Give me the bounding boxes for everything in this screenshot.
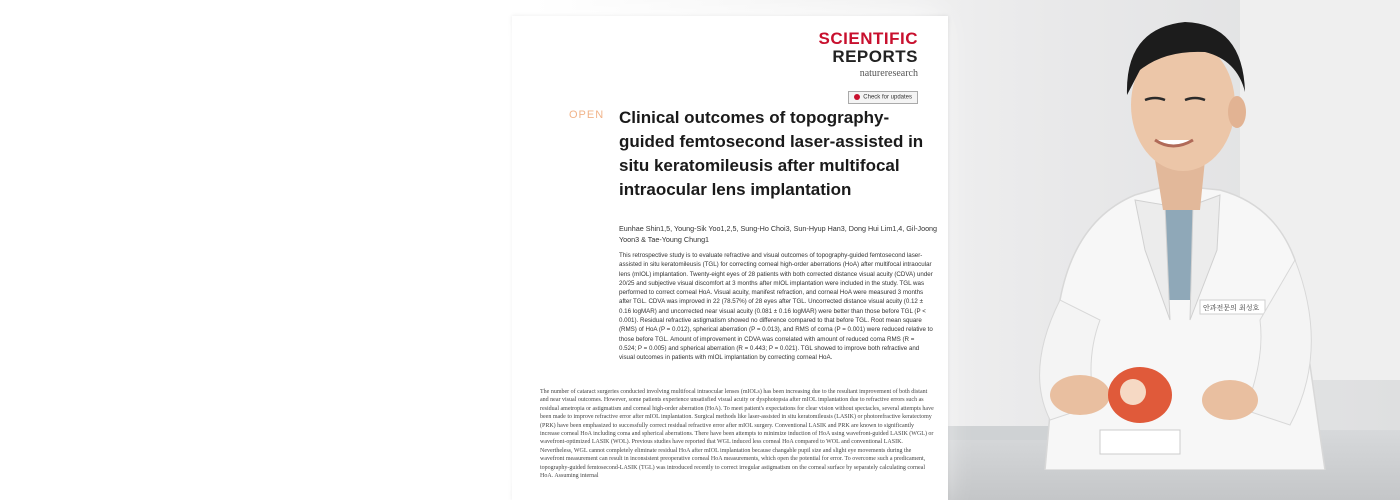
update-dot-icon bbox=[854, 94, 860, 100]
paper-title: Clinical outcomes of topography-guided femtosecond laser-assisted in situ keratomileusis after multifocal intraocular lens implantation bbox=[619, 108, 924, 199]
doctor-photo bbox=[1005, 0, 1335, 470]
journal-logo bbox=[819, 30, 918, 79]
journal-name-line2: REPORTS bbox=[832, 47, 918, 66]
check-updates-label: Check for updates bbox=[863, 94, 912, 101]
paper-introduction: The number of cataract surgeries conducted involving multifocal intraocular lenses (mIOLs) has been increasing due to the resultant improvement of both distant and near visual outcomes. However, some patients experience unsatisfied visual acuity or dysphotopsia after mIOL implantation due to refractive errors such as residual ametropia or astigmatism and corneal high-order aberration (HoA). To meet patient's expectations for clear vision without spectacles, several attempts have been made to improve refractive error after mIOL implantation. Surgical methods like laser-assisted in situ keratomileusis (LASIK) or photorefractive keratectomy (PRK) have been emphasized to successfully correct residual refractive error after mIOL surgery. Conventional LASIK and PRK are known to significantly increase corneal HoA including coma and spherical aberrations. There have been attempts to minimize induction of HoA using wavefront-guided LASIK (WGL) or wavefront-optimized LASIK (WOL). Previous studies have reported that WGL induced less corneal HoA compared to WOL and conventional LASIK. Nevertheless, WGL cannot completely eliminate residual HoA after mIOL implantation because changable pupil size and slight eye movements during the wavefront measurement can result in inconsistent preoperative corneal HoA measurements, which open the potential for error. To overcome such a predicament, topography-guided femtosecond-LASIK (TGL) was introduced recently to correct irregular astigmatism on the corneal surface by separately calculating corneal HoA. Assuming internal bbox=[540, 389, 934, 480]
hand-left bbox=[1050, 375, 1110, 415]
hand-right bbox=[1202, 380, 1258, 420]
ear bbox=[1228, 96, 1246, 128]
paper-authors: Eunhae Shin1,5, Young-Sik Yoo1,2,5, Sung-Ho Choi3, Sun-Hyup Han3, Dong Hui Lim1,4, Gil-Joong Yoon3 & Tae-Young Chung1 bbox=[619, 224, 938, 244]
check-updates-badge bbox=[848, 91, 918, 104]
journal-paper bbox=[512, 16, 948, 500]
name-tag-text: 안과전문의 최성호 bbox=[1203, 304, 1260, 312]
journal-name-line1: SCIENTIFIC bbox=[818, 29, 918, 48]
open-access-tag: OPEN bbox=[569, 109, 605, 121]
paper-abstract: This retrospective study is to evaluate refractive and visual outcomes of topography-guided femtosecond laser-assisted in situ keratomileusis (TGL) for correcting corneal high-order aberrations (HoA) after multifocal intraocular lens (mIOL) implantation. Twenty-eight eyes of 28 patients with both corrected distance visual acuity (CDVA) under 20/25 and subjective visual discomfort at 3 months after mIOL implantation were included in the study. TGL was performed to correct corneal HoA. Visual acuity, manifest refraction, and corneal HoA were measured 3 months after TGL. CDVA was improved in 22 (78.57%) of 28 eyes after TGL. Uncorrected distance visual acuity (0.12 ± 0.16 logMAR) and uncorrected near visual acuity (0.081 ± 0.16 logMAR) were better than those before TGL (P < 0.001). Residual refractive astigmatism showed no difference compared to that before TGL. Root mean square (RMS) of HoA (P = 0.012), spherical aberration (P = 0.013), and RMS of coma (P = 0.001) were reduced relative to those before TGL. Amount of improvement in CDVA was correlated with amount of reduced coma RMS (R = 0.524; P = 0.005) and spherical aberration (R = 0.443; P = 0.021). TGL showed to improve both refractive and visual outcomes in patients with mIOL implantation by correcting corneal HoA. bbox=[619, 252, 933, 362]
eye-model-stand bbox=[1100, 430, 1180, 454]
publisher-name: natureresearch bbox=[859, 68, 918, 79]
eye-model-cornea bbox=[1120, 379, 1146, 405]
